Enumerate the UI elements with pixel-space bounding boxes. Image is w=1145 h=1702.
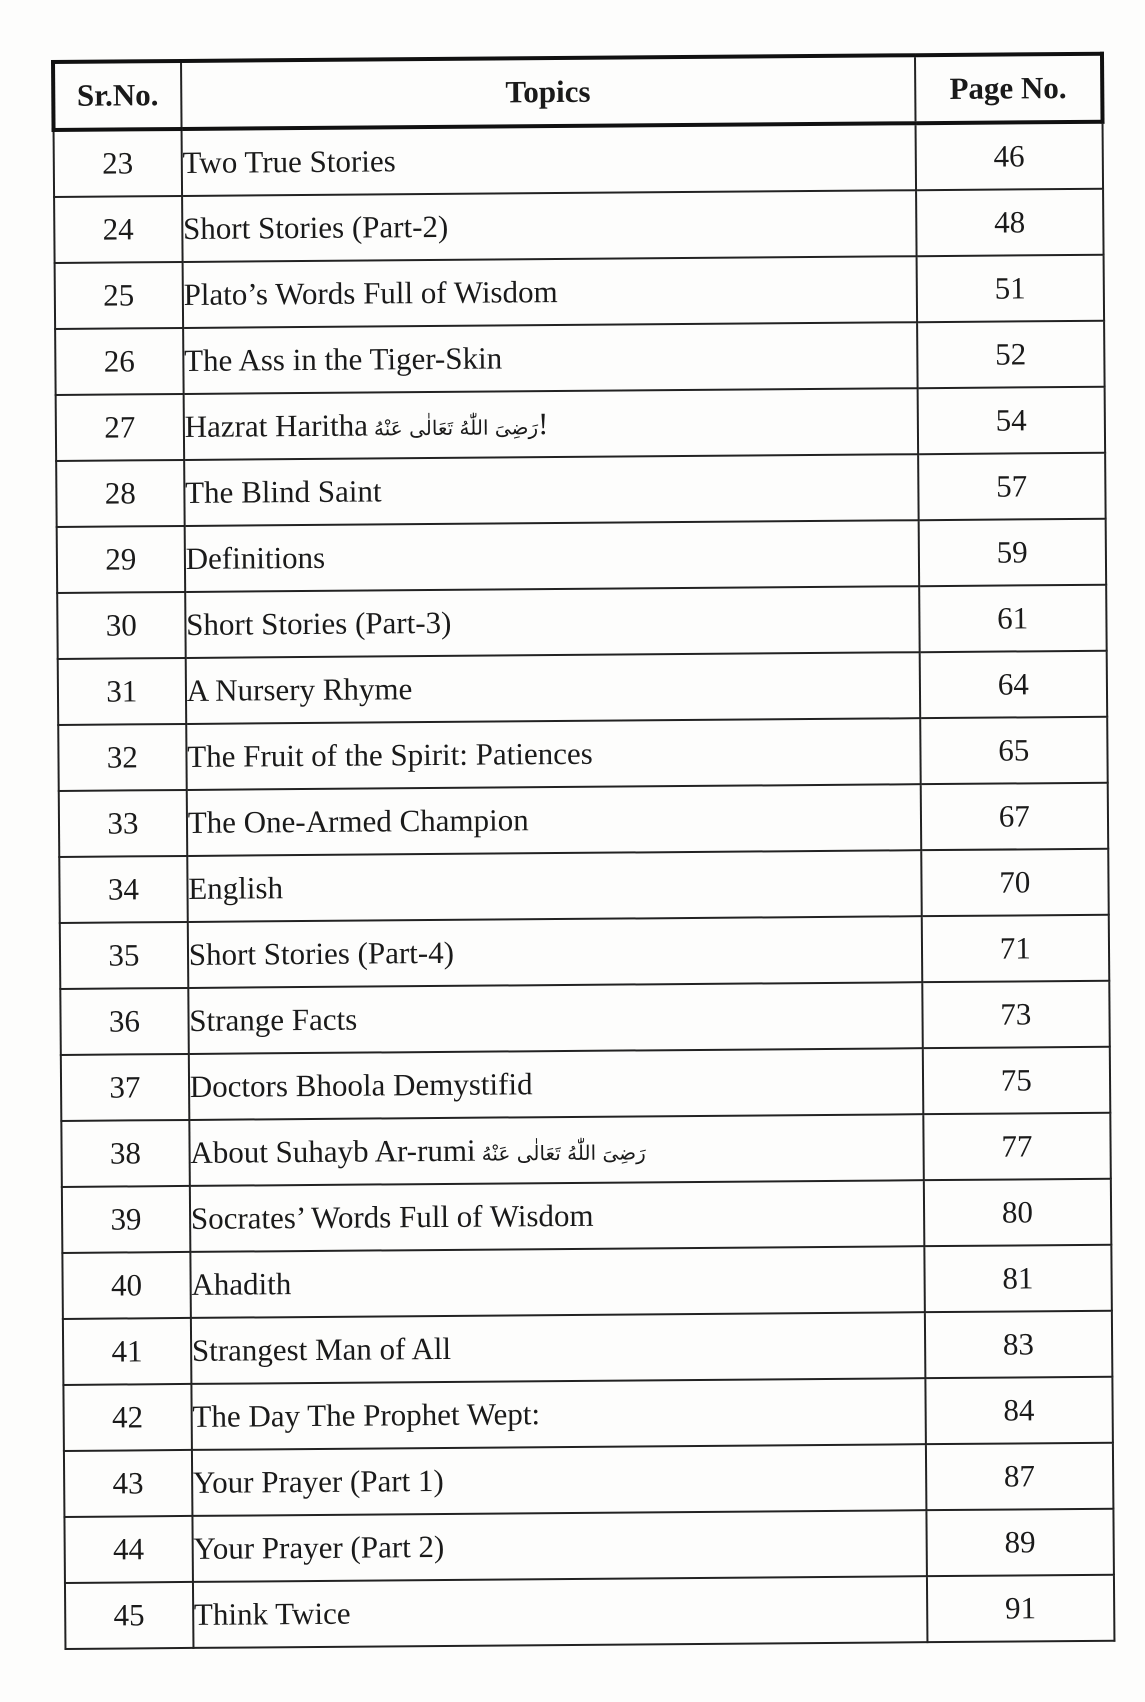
table-row bbox=[62, 1179, 1111, 1253]
row-page-no: 75 bbox=[922, 1047, 1110, 1114]
topic-title: The Ass in the Tiger-Skin bbox=[183, 340, 503, 378]
honorific-text: رَضِىَ اللّٰهُ تَعَالٰى عَنْهُ bbox=[481, 1140, 646, 1166]
row-sr-no: 25 bbox=[55, 262, 183, 329]
header-page-no: Page No. bbox=[915, 54, 1103, 123]
header-sr-no: Sr.No. bbox=[53, 61, 181, 130]
row-topic bbox=[185, 652, 919, 724]
table-row bbox=[60, 981, 1109, 1055]
row-page-no: 52 bbox=[917, 321, 1105, 388]
topic-title: About Suhayb Ar-rumi bbox=[190, 1132, 476, 1170]
row-sr-no: 31 bbox=[58, 658, 186, 725]
topic-title: Definitions bbox=[185, 539, 326, 576]
row-sr-no: 23 bbox=[54, 129, 182, 197]
row-topic bbox=[182, 190, 916, 262]
table-row bbox=[56, 387, 1105, 461]
table-row bbox=[58, 651, 1107, 725]
table-row bbox=[64, 1443, 1113, 1517]
row-sr-no: 27 bbox=[56, 394, 184, 461]
table-row bbox=[55, 255, 1104, 329]
row-page-no: 77 bbox=[923, 1113, 1111, 1180]
topic-title: Socrates’ Words Full of Wisdom bbox=[190, 1197, 594, 1236]
row-page-no: 81 bbox=[924, 1245, 1112, 1312]
topic-title: Hazrat Haritha bbox=[184, 407, 369, 444]
row-sr-no: 37 bbox=[61, 1054, 189, 1121]
table-row bbox=[65, 1575, 1114, 1649]
row-page-no: 48 bbox=[916, 189, 1104, 256]
row-topic bbox=[182, 256, 916, 328]
row-page-no: 87 bbox=[926, 1443, 1114, 1510]
table-row bbox=[57, 519, 1106, 593]
topic-title: Plato’s Words Full of Wisdom bbox=[183, 274, 558, 312]
topic-title: Short Stories (Part-2) bbox=[182, 208, 449, 246]
row-topic bbox=[190, 1180, 924, 1252]
topic-title: Doctors Bhoola Demystifid bbox=[189, 1066, 533, 1104]
topic-title: Your Prayer (Part 1) bbox=[192, 1462, 444, 1500]
table-row bbox=[61, 1113, 1110, 1187]
table-row bbox=[63, 1311, 1112, 1385]
row-sr-no: 42 bbox=[63, 1384, 191, 1451]
table-row bbox=[60, 915, 1109, 989]
topic-title: Short Stories (Part-4) bbox=[188, 934, 455, 972]
row-page-no: 54 bbox=[917, 387, 1105, 454]
table-row bbox=[56, 453, 1105, 527]
row-topic bbox=[190, 1246, 924, 1318]
row-sr-no: 30 bbox=[57, 592, 185, 659]
topic-suffix: ! bbox=[537, 406, 549, 442]
honorific-text: رَضِىَ اللّٰهُ تَعَالٰى عَنْهُ bbox=[373, 415, 539, 441]
row-page-no: 61 bbox=[919, 585, 1107, 652]
table-row bbox=[58, 717, 1107, 791]
row-sr-no: 28 bbox=[56, 460, 184, 527]
row-sr-no: 24 bbox=[54, 196, 182, 263]
topic-title: The One-Armed Champion bbox=[187, 802, 529, 840]
row-topic bbox=[183, 322, 917, 394]
table-body bbox=[54, 122, 1115, 1649]
row-page-no: 67 bbox=[920, 783, 1108, 850]
row-page-no: 89 bbox=[926, 1509, 1114, 1576]
row-page-no: 80 bbox=[923, 1179, 1111, 1246]
table-row bbox=[61, 1047, 1110, 1121]
topic-title: Two True Stories bbox=[182, 143, 396, 180]
row-topic bbox=[188, 916, 922, 988]
row-sr-no: 39 bbox=[62, 1186, 190, 1253]
row-sr-no: 43 bbox=[64, 1450, 192, 1517]
row-topic bbox=[186, 718, 920, 790]
row-page-no: 51 bbox=[916, 255, 1104, 322]
row-sr-no: 36 bbox=[60, 988, 188, 1055]
row-topic bbox=[193, 1576, 927, 1648]
row-page-no: 46 bbox=[915, 122, 1103, 190]
row-sr-no: 32 bbox=[58, 724, 186, 791]
row-topic bbox=[191, 1312, 925, 1384]
row-topic bbox=[192, 1444, 926, 1516]
topic-title: A Nursery Rhyme bbox=[186, 671, 413, 708]
topic-title: Strange Facts bbox=[189, 1001, 358, 1038]
table-row bbox=[57, 585, 1106, 659]
row-page-no: 91 bbox=[927, 1575, 1115, 1642]
row-sr-no: 35 bbox=[60, 922, 188, 989]
topic-title: The Blind Saint bbox=[185, 473, 382, 510]
row-topic bbox=[189, 1114, 923, 1186]
header-row bbox=[53, 54, 1103, 130]
contents-table bbox=[51, 52, 1116, 1650]
topic-title: Strangest Man of All bbox=[191, 1330, 452, 1368]
row-page-no: 59 bbox=[918, 519, 1106, 586]
row-topic bbox=[187, 850, 921, 922]
row-sr-no: 34 bbox=[59, 856, 187, 923]
row-topic bbox=[184, 454, 918, 526]
row-topic bbox=[185, 586, 919, 658]
table-row bbox=[64, 1509, 1113, 1583]
row-sr-no: 44 bbox=[64, 1516, 192, 1583]
row-page-no: 70 bbox=[921, 849, 1109, 916]
row-sr-no: 29 bbox=[57, 526, 185, 593]
topic-title: Your Prayer (Part 2) bbox=[193, 1528, 445, 1566]
row-sr-no: 40 bbox=[62, 1252, 190, 1319]
row-topic bbox=[188, 982, 922, 1054]
table-row bbox=[54, 189, 1103, 263]
topic-title: Ahadith bbox=[191, 1266, 292, 1302]
table-row bbox=[59, 783, 1108, 857]
row-sr-no: 26 bbox=[55, 328, 183, 395]
row-page-no: 83 bbox=[924, 1311, 1112, 1378]
row-topic bbox=[184, 520, 918, 592]
topic-title: Short Stories (Part-3) bbox=[186, 604, 452, 642]
topic-title: The Fruit of the Spirit: Patiences bbox=[187, 735, 593, 774]
row-page-no: 57 bbox=[918, 453, 1106, 520]
row-topic bbox=[189, 1048, 923, 1120]
row-page-no: 84 bbox=[925, 1377, 1113, 1444]
row-sr-no: 33 bbox=[59, 790, 187, 857]
table-row bbox=[54, 122, 1103, 197]
table-row bbox=[55, 321, 1104, 395]
row-topic bbox=[183, 388, 917, 460]
row-sr-no: 45 bbox=[65, 1582, 193, 1649]
row-page-no: 64 bbox=[919, 651, 1107, 718]
row-sr-no: 38 bbox=[61, 1120, 189, 1187]
row-topic bbox=[187, 784, 921, 856]
row-page-no: 71 bbox=[921, 915, 1109, 982]
topic-title: Think Twice bbox=[193, 1595, 351, 1632]
table-row bbox=[62, 1245, 1111, 1319]
row-topic bbox=[191, 1378, 925, 1450]
topic-title: The Day The Prophet Wept: bbox=[192, 1396, 541, 1434]
row-topic bbox=[192, 1510, 926, 1582]
row-page-no: 65 bbox=[920, 717, 1108, 784]
table-row bbox=[59, 849, 1108, 923]
table-row bbox=[63, 1377, 1112, 1451]
row-sr-no: 41 bbox=[63, 1318, 191, 1385]
topic-title: English bbox=[188, 870, 284, 906]
row-page-no: 73 bbox=[922, 981, 1110, 1048]
header-topics: Topics bbox=[181, 55, 915, 129]
row-topic bbox=[181, 123, 915, 196]
